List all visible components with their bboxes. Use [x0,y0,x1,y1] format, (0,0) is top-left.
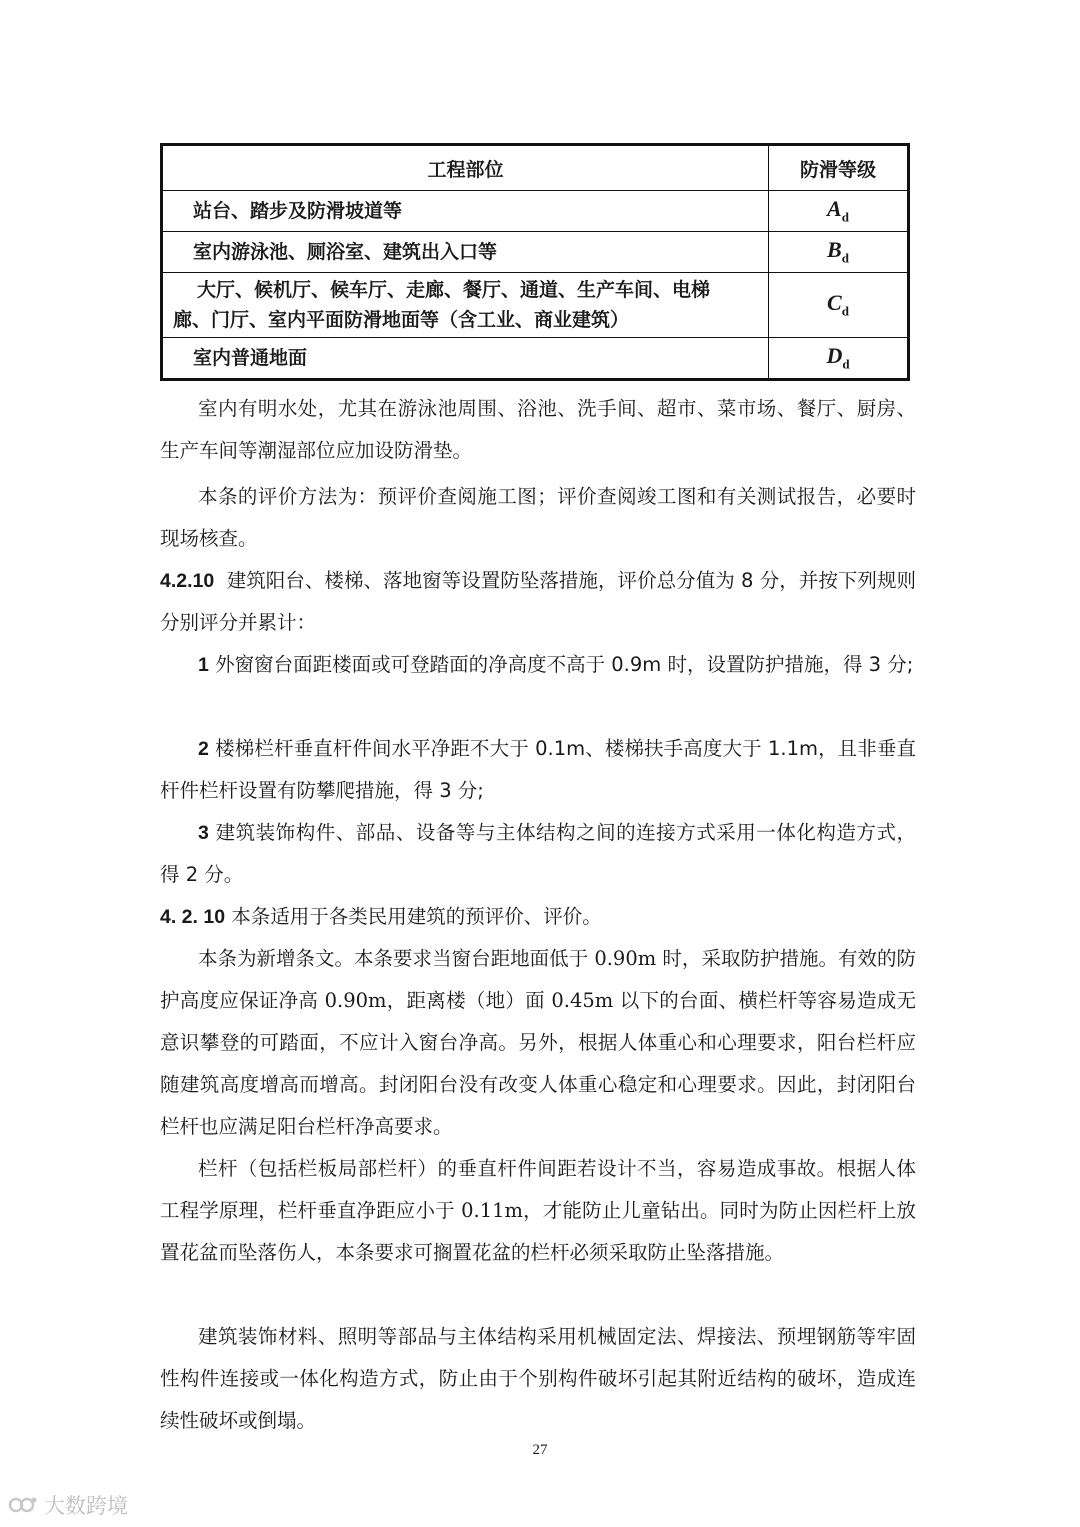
clause-number: 4.2.10 [160,570,215,592]
table-cell-grade: $C_d$ [769,273,909,338]
clause-4-2-10: 4.2.10 建筑阳台、楼梯、落地窗等设置防坠落措施，评价总分值为 8 分，并按下列规则分别评分并累计： [160,569,916,634]
clause-item-1: 1 外窗窗台面距楼面或可登踏面的净高度不高于 0.9m 时，设置防护措施，得 3 分; [198,653,914,676]
table-cell-part: 室内游泳池、厕浴室、建筑出入口等 [162,232,769,273]
explanation-paragraph-2: 栏杆（包括栏板局部栏杆）的垂直杆件间距若设计不当，容易造成事故。根据人体工程学原理，栏杆垂直净距应小于 0.11m，才能防止儿童钻出。同时为防止因栏杆上放置花盆而坠落伤人，本条要求可搁置花盆的栏杆必须采取防止坠落措施。 [160,1157,916,1264]
table-cell-part: 站台、踏步及防滑坡道等 [162,191,769,232]
table-cell-part-line1: 大厅、候机厅、候车厅、走廊、餐厅、通道、生产车间、电梯 [197,279,711,301]
table-row [162,273,909,338]
watermark-logo-icon [8,1494,38,1516]
clause-item-2: 2 楼梯栏杆垂直杆件间水平净距不大于 0.1m、楼梯扶手高度大于 1.1m，且非垂直杆件栏杆设置有防攀爬措施，得 3 分; [160,737,916,802]
explanation-clause-number: 4. 2. 10 [160,906,226,928]
table-row [162,232,909,273]
clause-item-3: 3 建筑装饰构件、部品、设备等与主体结构之间的连接方式采用一体化构造方式，得 2 分。 [160,821,916,886]
paragraph-evaluation-method: 本条的评价方法为：预评价查阅施工图；评价查阅竣工图和有关测试报告，必要时现场核查。 [160,485,916,550]
table-cell-grade: $B_d$ [769,232,909,273]
page-number: 27 [532,1442,548,1458]
table-cell-part: 室内普通地面 [162,338,769,380]
paragraph-wet-areas: 室内有明水处，尤其在游泳池周围、浴池、洗手间、超市、菜市场、餐厅、厨房、生产车间等潮湿部位应加设防滑垫。 [160,397,916,462]
table-cell-part [162,273,769,338]
table-cell-grade: $D_d$ [769,338,909,380]
table-cell-grade: $A_d$ [769,191,909,232]
watermark [8,1490,128,1520]
explanation-paragraph-3: 建筑装饰材料、照明等部品与主体结构采用机械固定法、焊接法、预埋钢筋等牢固性构件连接或一体化构造方式，防止由于个别构件破坏引起其附近结构的破坏，造成连续性破坏或倒塌。 [160,1325,916,1432]
header-engineering-part: 工程部位 [162,145,769,191]
watermark-text: 大数跨境 [44,1494,128,1518]
table-row [162,191,909,232]
table-cell-part-line2: 廊、门厅、室内平面防滑地面等（含工业、商业建筑） [173,309,630,331]
table-row [162,338,909,380]
slip-resistance-table [160,143,910,381]
explanation-paragraph-1: 本条为新增条文。本条要求当窗台距地面低于 0.90m 时，采取防护措施。有效的防护高度应保证净高 0.90m，距离楼（地）面 0.45m 以下的台面、横栏杆等容易造成无意识攀登的可踏面，不应计入窗台净高。另外，根据人体重心和心理要求，阳台栏杆应随建筑高度增高而增高。封闭阳台没有改变人体重心稳定和心理要求。因此，封闭阳台栏杆也应满足阳台栏杆净高要求。 [160,947,916,1138]
table-header-row [162,145,909,191]
explanation-heading: 4. 2. 10 本条适用于各类民用建筑的预评价、评价。 [160,905,602,928]
header-slip-grade: 防滑等级 [769,145,909,191]
